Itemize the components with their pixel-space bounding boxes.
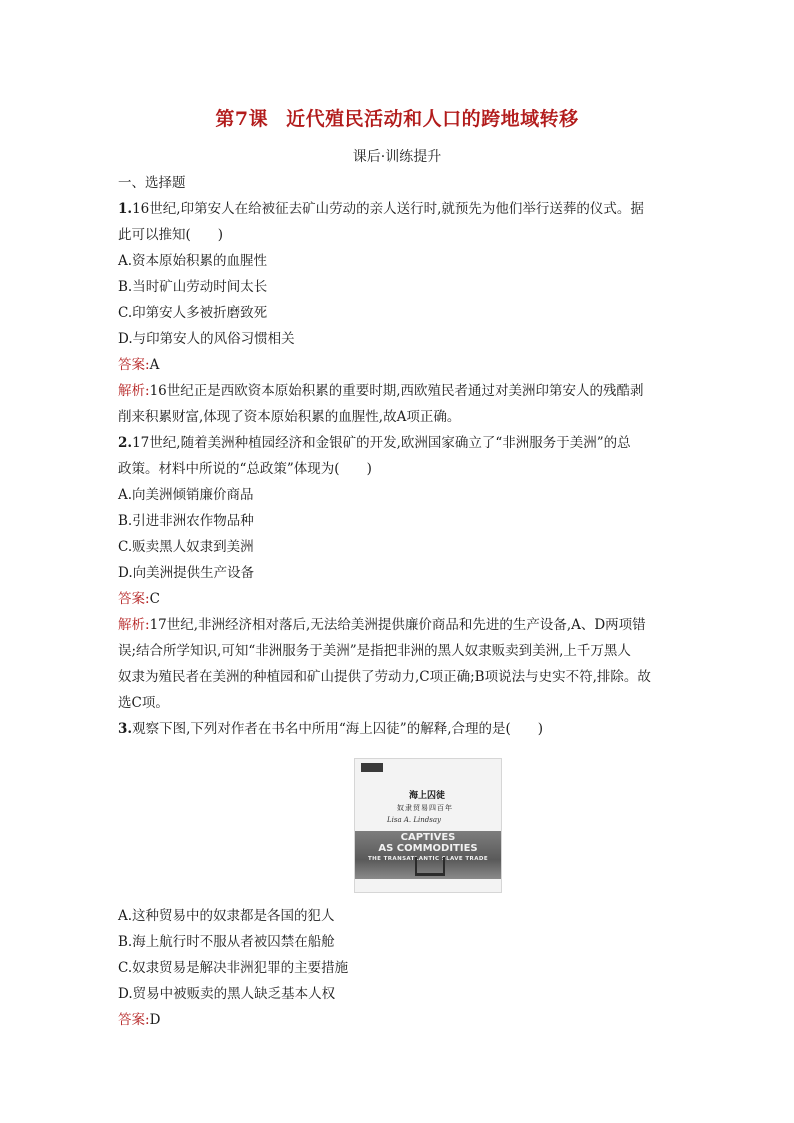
cover-author: Lisa A. Lindsay [387, 816, 441, 824]
q2-stem-line1: 2.17世纪,随着美洲种植园经济和金银矿的开发,欧洲国家确立了“非洲服务于美洲”的总 [118, 435, 631, 451]
q2-answer: 答案:C [118, 591, 160, 607]
q1-number: 1. [118, 201, 133, 217]
page-title [0, 104, 794, 131]
q1-option-c: C.印第安人多被折磨致死 [118, 305, 268, 321]
section-heading: 一、选择题 [118, 175, 186, 191]
q2-option-c: C.贩卖黑人奴隶到美洲 [118, 539, 254, 555]
q2-analysis-line1: 解析:17世纪,非洲经济相对落后,无法给美洲提供廉价商品和先进的生产设备,A、D两项错 [118, 617, 646, 633]
q2-number: 2. [118, 435, 133, 451]
lesson-title: 近代殖民活动和人口的跨地域转移 [286, 108, 579, 130]
q3-option-c: C.奴隶贸易是解决非洲犯罪的主要措施 [118, 960, 349, 976]
ship-icon [415, 857, 445, 876]
publisher-logo-icon [361, 763, 383, 772]
lesson-number: 第7课 [215, 108, 269, 130]
q1-option-a: A.资本原始积累的血腥性 [118, 253, 268, 269]
q3-option-b: B.海上航行时不服从者被囚禁在船舱 [118, 934, 335, 950]
q2-analysis-line3: 奴隶为殖民者在美洲的种植园和矿山提供了劳动力,C项正确;B项说法与史实不符,排除。故 [118, 669, 651, 685]
cover-chinese-title: 海上囚徒 [409, 791, 446, 801]
cover-chinese-subtitle: 奴隶贸易四百年 [397, 804, 453, 812]
q3-stem: 3.观察下图,下列对作者在书名中所用“海上囚徒”的解释,合理的是( ) [118, 721, 544, 737]
q1-option-b: B.当时矿山劳动时间太长 [118, 279, 268, 295]
question-content [118, 170, 678, 1033]
q3-option-d: D.贸易中被贩卖的黑人缺乏基本人权 [118, 986, 336, 1002]
q1-answer: 答案:A [118, 357, 160, 373]
q3-answer: 答案:D [118, 1012, 161, 1028]
q1-analysis-line2: 削来积累财富,体现了资本原始积累的血腥性,故A项正确。 [118, 409, 461, 425]
page-subtitle: 课后·训练提升 [352, 149, 442, 165]
q2-option-d: D.向美洲提供生产设备 [118, 565, 255, 581]
cover-english-title: CAPTIVES AS COMMODITIES THE TRANSATLANTIC SLAVE TRADE [368, 832, 488, 862]
q2-analysis-line2: 误;结合所学知识,可知“非洲服务于美洲”是指把非洲的黑人奴隶贩卖到美洲,上千万黑人 [118, 643, 631, 659]
q1-stem-line2: 此可以推知( ) [118, 227, 224, 243]
q1-stem-line1: 1.16世纪,印第安人在给被征去矿山劳动的亲人送行时,就预先为他们举行送葬的仪式。据 [118, 201, 644, 217]
q2-option-b: B.引进非洲农作物品种 [118, 513, 254, 529]
q2-stem-line2: 政策。材料中所说的“总政策”体现为( ) [118, 461, 372, 477]
q1-analysis-line1: 解析:16世纪正是西欧资本原始积累的重要时期,西欧殖民者通过对美洲印第安人的残酷剥 [118, 383, 644, 399]
q2-analysis-line4: 选C项。 [118, 695, 169, 711]
q3-number: 3. [118, 721, 133, 737]
q1-option-d: D.与印第安人的风俗习惯相关 [118, 331, 295, 347]
book-cover-image [354, 758, 502, 893]
q2-option-a: A.向美洲倾销廉价商品 [118, 487, 254, 503]
q3-option-a: A.这种贸易中的奴隶都是各国的犯人 [118, 908, 335, 924]
